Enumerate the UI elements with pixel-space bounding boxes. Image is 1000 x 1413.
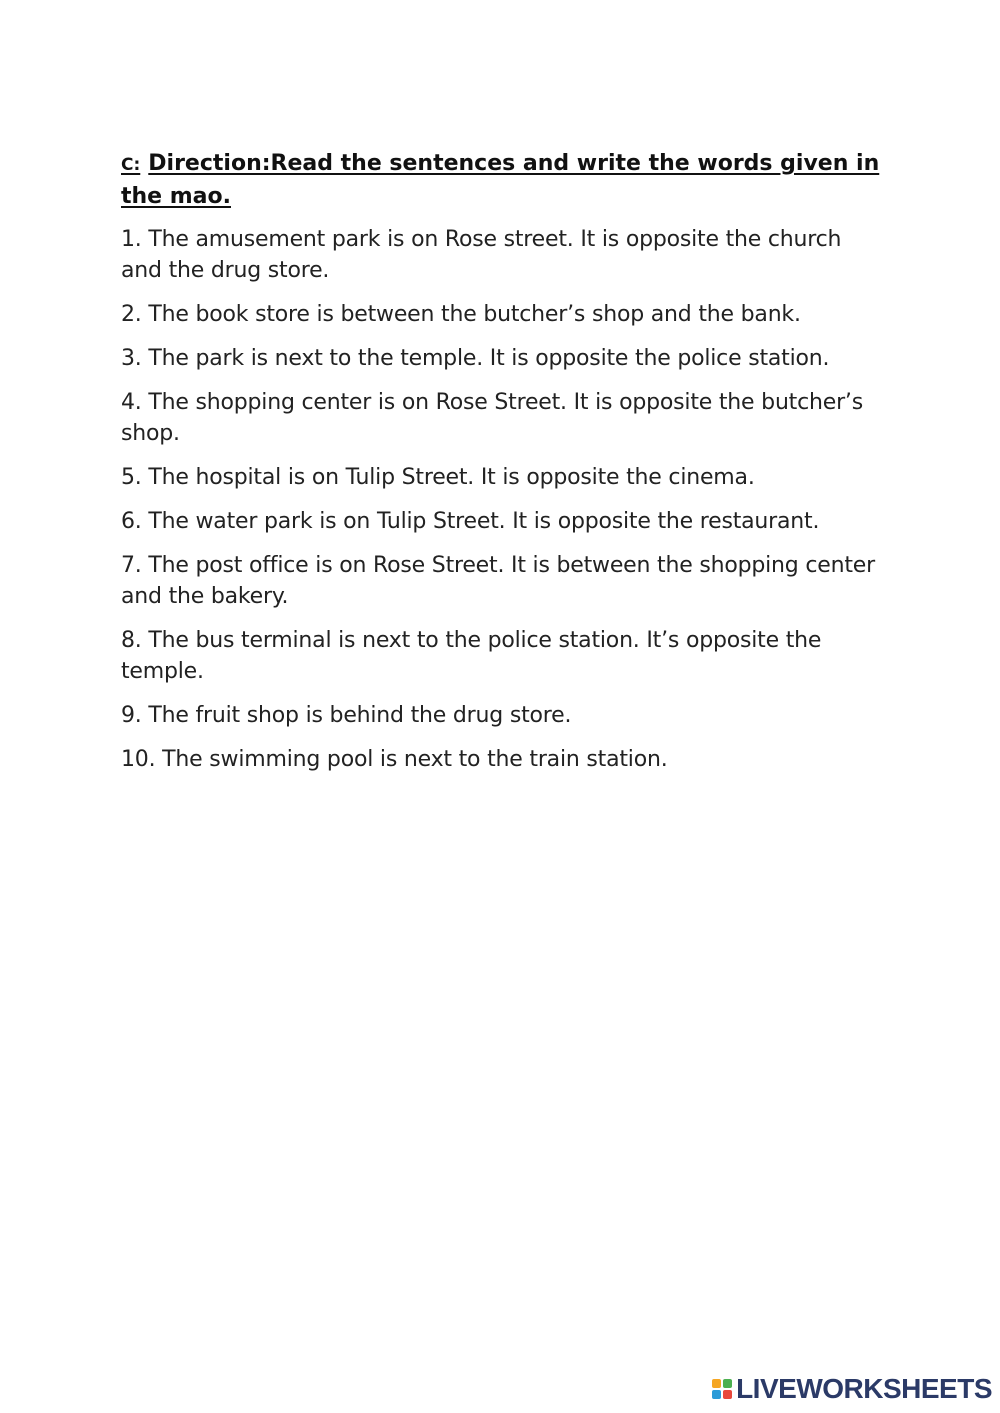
instructions-text: Direction:Read the sentences and write the words given in the mao. (121, 151, 880, 209)
logo-square (723, 1390, 732, 1399)
sentence-item: 9. The fruit shop is behind the drug store. (121, 703, 572, 728)
sentence-item: 5. The hospital is on Tulip Street. It is opposite the cinema. (121, 465, 755, 490)
sentence-item: 10. The swimming pool is next to the train station. (121, 747, 668, 772)
sentence-item: 1. The amusement park is on Rose street. It is opposite the church and the drug store. (121, 227, 842, 283)
sentence-item: 6. The water park is on Tulip Street. It is opposite the restaurant. (121, 509, 820, 534)
instructions-heading (121, 148, 881, 213)
sentence-item: 4. The shopping center is on Rose Street. It is opposite the butcher’s shop. (121, 390, 863, 446)
logo-square (723, 1379, 732, 1388)
sentence-item: 2. The book store is between the butcher’s shop and the bank. (121, 302, 801, 327)
liveworksheets-logo[interactable] (712, 1373, 992, 1405)
sentence-item: 3. The park is next to the temple. It is opposite the police station. (121, 346, 830, 371)
section-label: C: (121, 155, 141, 175)
logo-text: LIVEWORKSHEETS (736, 1373, 992, 1404)
logo-square (712, 1379, 721, 1388)
sentence-item: 8. The bus terminal is next to the police station. It’s opposite the temple. (121, 628, 822, 684)
logo-square (712, 1390, 721, 1399)
sentence-item: 7. The post office is on Rose Street. It is between the shopping center and the bakery. (121, 553, 875, 609)
sentence-list (121, 224, 881, 788)
liveworksheets-logo-icon (712, 1379, 732, 1399)
